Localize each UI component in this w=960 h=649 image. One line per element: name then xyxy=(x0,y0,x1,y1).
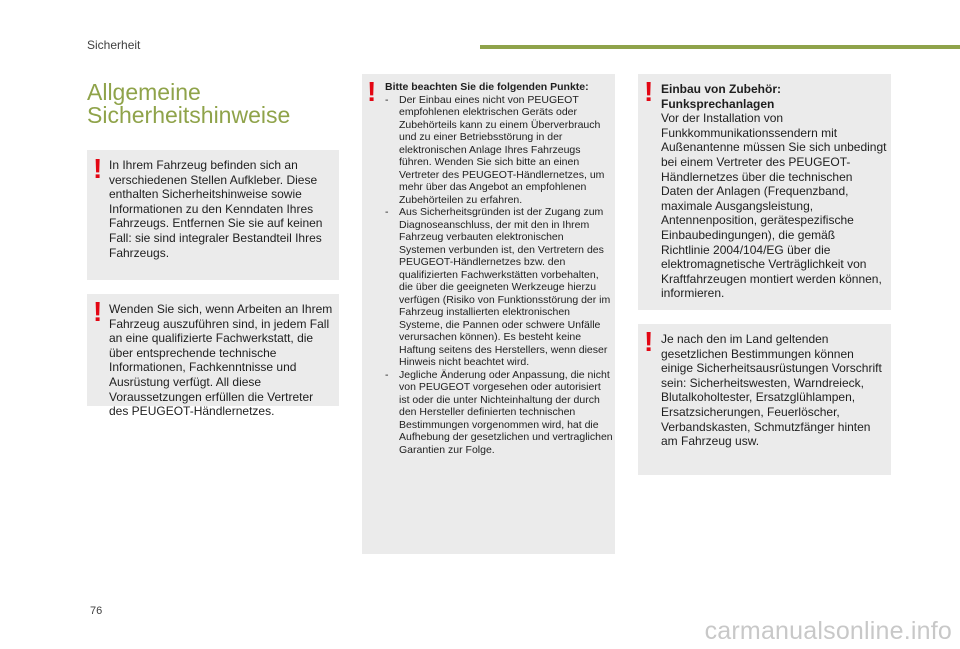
header-rule xyxy=(480,45,960,49)
note-points xyxy=(385,81,613,456)
note-accessories xyxy=(661,82,887,301)
list-item-text: Jegliche Änderung oder Anpassung, die nicht von PEUGEOT vorgesehen oder autorisiert ist oder die unter Nichteinhaltung der durch den Hersteller definierten technischen Bestimmungen vorgenommen wird, hat die Aufhebung der gesetzlichen und vertraglichen Garantien zur Folge. xyxy=(399,368,613,456)
note-accessories-heading-1: Einbau von Zubehör: xyxy=(661,82,781,96)
list-item xyxy=(385,369,613,457)
section-label: Sicherheit xyxy=(87,38,141,52)
page-title-line-1: Allgemeine xyxy=(87,79,201,106)
list-bullet: - xyxy=(385,368,389,381)
note-stickers-text: In Ihrem Fahrzeug befinden sich an verschiedenen Stellen Aufkleber. Diese enthalten Sicherheitshinweise sowie Informationen zu den Kenndaten Ihres Fahrzeugs. Entfernen Sie sie auf keinen Fall: sie sind integraler Bestandteil Ihres Fahrzeugs. xyxy=(109,158,323,260)
note-accessories-body: Vor der Installation von Funkkommunikationssendern mit Außenantenne müssen Sie sich unbedingt bei einem Vertreter des PEUGEOT-Händlernetzes über die technischen Daten der Anlagen (Frequenzband, maximale Ausgangsleistung, Antennenposition, gerätespezifische Einbaubedingungen), die gemäß Richtlinie 2004/104/EG über die elektromagnetische Verträglichkeit von Kraftfahrzeugen montiert werden können, informieren. xyxy=(661,111,887,301)
note-points-heading: Bitte beachten Sie die folgenden Punkte: xyxy=(385,81,589,93)
list-item-text: Der Einbau eines nicht von PEUGEOT empfohlenen elektrischen Geräts oder Zubehörteils kann zu einem Überverbrauch und zu einer Betriebsstörung in der elektronischen Anlage Ihres Fahrzeugs führen. Wenden Sie sich bitte an einen Vertreter des PEUGEOT-Händlernetzes, um mehr über das Angebot an empfohlenen Zubehörteilen zu erfahren. xyxy=(399,93,605,206)
list-bullet: - xyxy=(385,93,389,106)
warning-icon: ! xyxy=(644,326,654,357)
note-equipment-text: Je nach den im Land geltenden gesetzlichen Bestimmungen können einige Sicherheitsausrüstungen Vorschrift sein: Sicherheitswesten, Warndreieck, Blutalkoholtester, Ersatzglühlampen, Ersatzsicherungen, Feuerlöscher, Verbandskasten, Schmutzfänger hinten am Fahrzeug usw. xyxy=(661,332,882,449)
warning-icon: ! xyxy=(93,296,103,327)
watermark: carmanualsonline.info xyxy=(704,617,952,645)
page-number: 76 xyxy=(90,605,103,617)
warning-icon: ! xyxy=(367,76,377,107)
note-workshop-text: Wenden Sie sich, wenn Arbeiten an Ihrem Fahrzeug auszuführen sind, in jedem Fall an eine qualifizierte Fachwerkstatt, die über entsprechende technische Informationen, Fachkenntnisse und Ausrüstung verfügt. All diese Voraussetzungen erfüllen die Vertreter des PEUGEOT-Händlernetzes. xyxy=(109,302,333,419)
list-item xyxy=(385,206,613,369)
warning-icon: ! xyxy=(644,76,654,107)
list-item-text: Aus Sicherheitsgründen ist der Zugang zum Diagnoseanschluss, der mit den in Ihrem Fahrzeug verbauten elektronischen Systemen verbunden ist, den Vertretern des PEUGEOT-Händlernetzes bzw. den qualifizierten Fachwerkstätten vorbehalten, die über die geeigneten Werkzeuge hierzu verfügen (Risiko von Funktionsstörung der im Fahrzeug installierten elektronischen Systeme, die Pannen oder schwere Unfälle verursachen können). Es besteht keine Haftung seitens des Herstellers, wenn dieser Hinweis nicht beachtet wird. xyxy=(399,206,611,368)
list-item xyxy=(385,94,613,207)
list-bullet: - xyxy=(385,206,389,218)
warning-icon: ! xyxy=(93,153,103,184)
page-title-line-2: Sicherheitshinweise xyxy=(87,102,291,129)
page-title xyxy=(87,81,347,127)
note-accessories-heading-2: Funksprechanlagen xyxy=(661,96,775,111)
